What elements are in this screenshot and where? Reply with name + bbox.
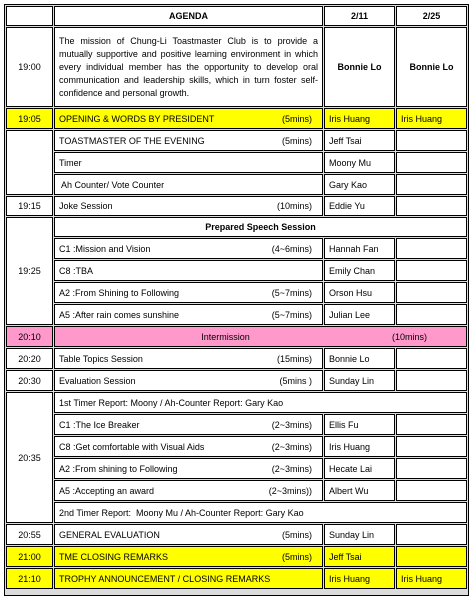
- item-cell: [54, 108, 323, 129]
- speech-row: [6, 238, 467, 259]
- section-title: Prepared Speech Session: [54, 217, 467, 237]
- time-cell: 20:35: [6, 392, 53, 523]
- item-title: OPENING & WORDS BY PRESIDENT: [59, 113, 215, 124]
- person-date2: [396, 304, 467, 325]
- item-cell: [54, 152, 323, 173]
- table-topics-row: [6, 348, 467, 369]
- item-cell: [54, 238, 323, 259]
- speech-title: C1 :Mission and Vision: [59, 243, 151, 254]
- person-date1: Sunday Lin: [324, 524, 395, 545]
- person-date1: Sunday Lin: [324, 370, 395, 391]
- mission-row: [6, 27, 467, 107]
- timer-report: 2nd Timer Report: Moony Mu / Ah-Counter Report: Gary Kao: [54, 502, 467, 523]
- role-row: [6, 152, 467, 173]
- item-cell: [54, 196, 323, 216]
- item-duration: (5mins): [281, 135, 312, 146]
- person-date1: Ellis Fu: [324, 414, 395, 435]
- item-cell: [54, 370, 323, 391]
- joke-row: [6, 196, 467, 216]
- person-date2: [396, 480, 467, 501]
- item-cell: [54, 174, 323, 195]
- item-duration: (10mins): [392, 331, 428, 342]
- item-title: Ah Counter/ Vote Counter: [59, 179, 165, 190]
- item-cell: [54, 546, 323, 567]
- item-cell: [54, 568, 323, 589]
- person-date1: Julian Lee: [324, 304, 395, 325]
- person-date2: [396, 348, 467, 369]
- agenda-sheet: [4, 4, 469, 596]
- item-cell: [54, 304, 323, 325]
- person-date2: [396, 436, 467, 457]
- time-cell: 20:55: [6, 524, 53, 545]
- speech-title: A2 :From shining to Following: [59, 463, 178, 474]
- general-eval-row: [6, 524, 467, 545]
- person-date1: Hannah Fan: [324, 238, 395, 259]
- person-date2: [396, 260, 467, 281]
- time-cell: [6, 130, 53, 195]
- report-row: [6, 392, 467, 413]
- item-cell: [54, 414, 323, 435]
- item-title: Intermission: [201, 331, 250, 342]
- person-date1: Orson Hsu: [324, 282, 395, 303]
- person-date2: [396, 282, 467, 303]
- item-duration: (5~7mins): [271, 287, 312, 298]
- person-date2: [396, 546, 467, 567]
- header-row: [6, 6, 467, 26]
- speech-title: C8 :Get comfortable with Visual Aids: [59, 441, 205, 452]
- item-cell: [54, 480, 323, 501]
- opening-row: [6, 108, 467, 129]
- person-date1: Moony Mu: [324, 152, 395, 173]
- evaluator-row: [6, 436, 467, 457]
- item-cell: [54, 130, 323, 151]
- item-duration: (5mins ): [279, 375, 312, 386]
- role-row: [6, 174, 467, 195]
- time-cell: 19:15: [6, 196, 53, 216]
- time-cell: 19:00: [6, 27, 53, 107]
- time-cell: 21:00: [6, 546, 53, 567]
- person-date1: Jeff Tsai: [324, 546, 395, 567]
- person-date2: [396, 130, 467, 151]
- speech-title: C8 :TBA: [59, 265, 94, 276]
- speech-title: A5 :Accepting an award: [59, 485, 155, 496]
- item-cell: [54, 260, 323, 281]
- item-duration: (4~6mins): [271, 243, 312, 254]
- time-cell: 20:10: [6, 326, 53, 347]
- person-date2: [396, 174, 467, 195]
- item-cell: [54, 524, 323, 545]
- item-cell: [54, 436, 323, 457]
- report-row: [6, 502, 467, 523]
- person-date2: Iris Huang: [396, 568, 467, 589]
- role-row: [6, 130, 467, 151]
- mission-statement: The mission of Chung-Li Toastmaster Club is to provide a mutually supportive and positive learning environment in which every individual member has the opportunity to develop oral communication and leadership skills, which in turn foster self-confidence and personal growth.: [54, 27, 323, 107]
- person-date1: Eddie Yu: [324, 196, 395, 216]
- header-time-cell: [6, 6, 53, 26]
- speech-row: [6, 282, 467, 303]
- time-cell: 21:10: [6, 568, 53, 589]
- speech-title: C1 :The Ice Breaker: [59, 419, 140, 430]
- person-date1: Bonnie Lo: [324, 348, 395, 369]
- item-duration: (2~3mins): [271, 419, 312, 430]
- time-cell: 19:25: [6, 217, 53, 325]
- person-date2: [396, 524, 467, 545]
- evaluator-row: [6, 480, 467, 501]
- item-title: TROPHY ANNOUNCEMENT / CLOSING REMARKS: [59, 573, 271, 584]
- agenda-title: AGENDA: [54, 6, 323, 26]
- item-title: Joke Session: [59, 201, 113, 211]
- person-date1: Iris Huang: [324, 108, 395, 129]
- person-date1: Gary Kao: [324, 174, 395, 195]
- intermission-row: [6, 326, 467, 347]
- timer-report: 1st Timer Report: Moony / Ah-Counter Report: Gary Kao: [54, 392, 467, 413]
- item-duration: (5mins): [281, 529, 312, 540]
- time-cell: 20:20: [6, 348, 53, 369]
- date-column-1: 2/11: [324, 6, 395, 26]
- item-cell: [54, 282, 323, 303]
- person-date2: Bonnie Lo: [396, 27, 467, 107]
- person-date2: Iris Huang: [396, 108, 467, 129]
- item-duration: (10mins): [276, 201, 312, 211]
- item-cell: [54, 458, 323, 479]
- person-date2: [396, 414, 467, 435]
- item-cell: [54, 348, 323, 369]
- person-date1: Emily Chan: [324, 260, 395, 281]
- person-date1: Jeff Tsai: [324, 130, 395, 151]
- item-title: GENERAL EVALUATION: [59, 529, 160, 540]
- person-date2: [396, 370, 467, 391]
- prepared-title-row: [6, 217, 467, 237]
- speech-row: [6, 260, 467, 281]
- person-date2: [396, 238, 467, 259]
- trophy-row: [6, 568, 467, 589]
- item-duration: (5mins): [281, 113, 312, 124]
- item-title: Table Topics Session: [59, 353, 143, 364]
- item-duration: (2~3mins): [271, 463, 312, 474]
- item-title: Evaluation Session: [59, 375, 136, 386]
- speech-row: [6, 304, 467, 325]
- date-column-2: 2/25: [396, 6, 467, 26]
- person-date1: Bonnie Lo: [324, 27, 395, 107]
- time-cell: 19:05: [6, 108, 53, 129]
- item-duration: (5mins): [281, 551, 312, 562]
- time-cell: 20:30: [6, 370, 53, 391]
- person-date2: [396, 152, 467, 173]
- evaluator-row: [6, 414, 467, 435]
- closing-row: [6, 546, 467, 567]
- person-date2: [396, 458, 467, 479]
- speech-title: A2 :From Shining to Following: [59, 287, 180, 298]
- speech-title: A5 :After rain comes sunshine: [59, 309, 180, 320]
- item-duration: (15mins): [276, 353, 312, 364]
- person-date1: Albert Wu: [324, 480, 395, 501]
- item-duration: (5~7mins): [271, 309, 312, 320]
- person-date2: [396, 196, 467, 216]
- item-title: Timer: [59, 157, 82, 168]
- item-duration: (2~3mins)): [268, 485, 312, 496]
- person-date1: Hecate Lai: [324, 458, 395, 479]
- agenda-table: [5, 5, 468, 590]
- item-cell: [54, 326, 467, 347]
- item-title: TOASTMASTER OF THE EVENING: [59, 135, 205, 146]
- item-title: TME CLOSING REMARKS: [59, 551, 169, 562]
- item-duration: (2~3mins): [271, 441, 312, 452]
- evaluator-row: [6, 458, 467, 479]
- evaluation-row: [6, 370, 467, 391]
- person-date1: Iris Huang: [324, 436, 395, 457]
- person-date1: Iris Huang: [324, 568, 395, 589]
